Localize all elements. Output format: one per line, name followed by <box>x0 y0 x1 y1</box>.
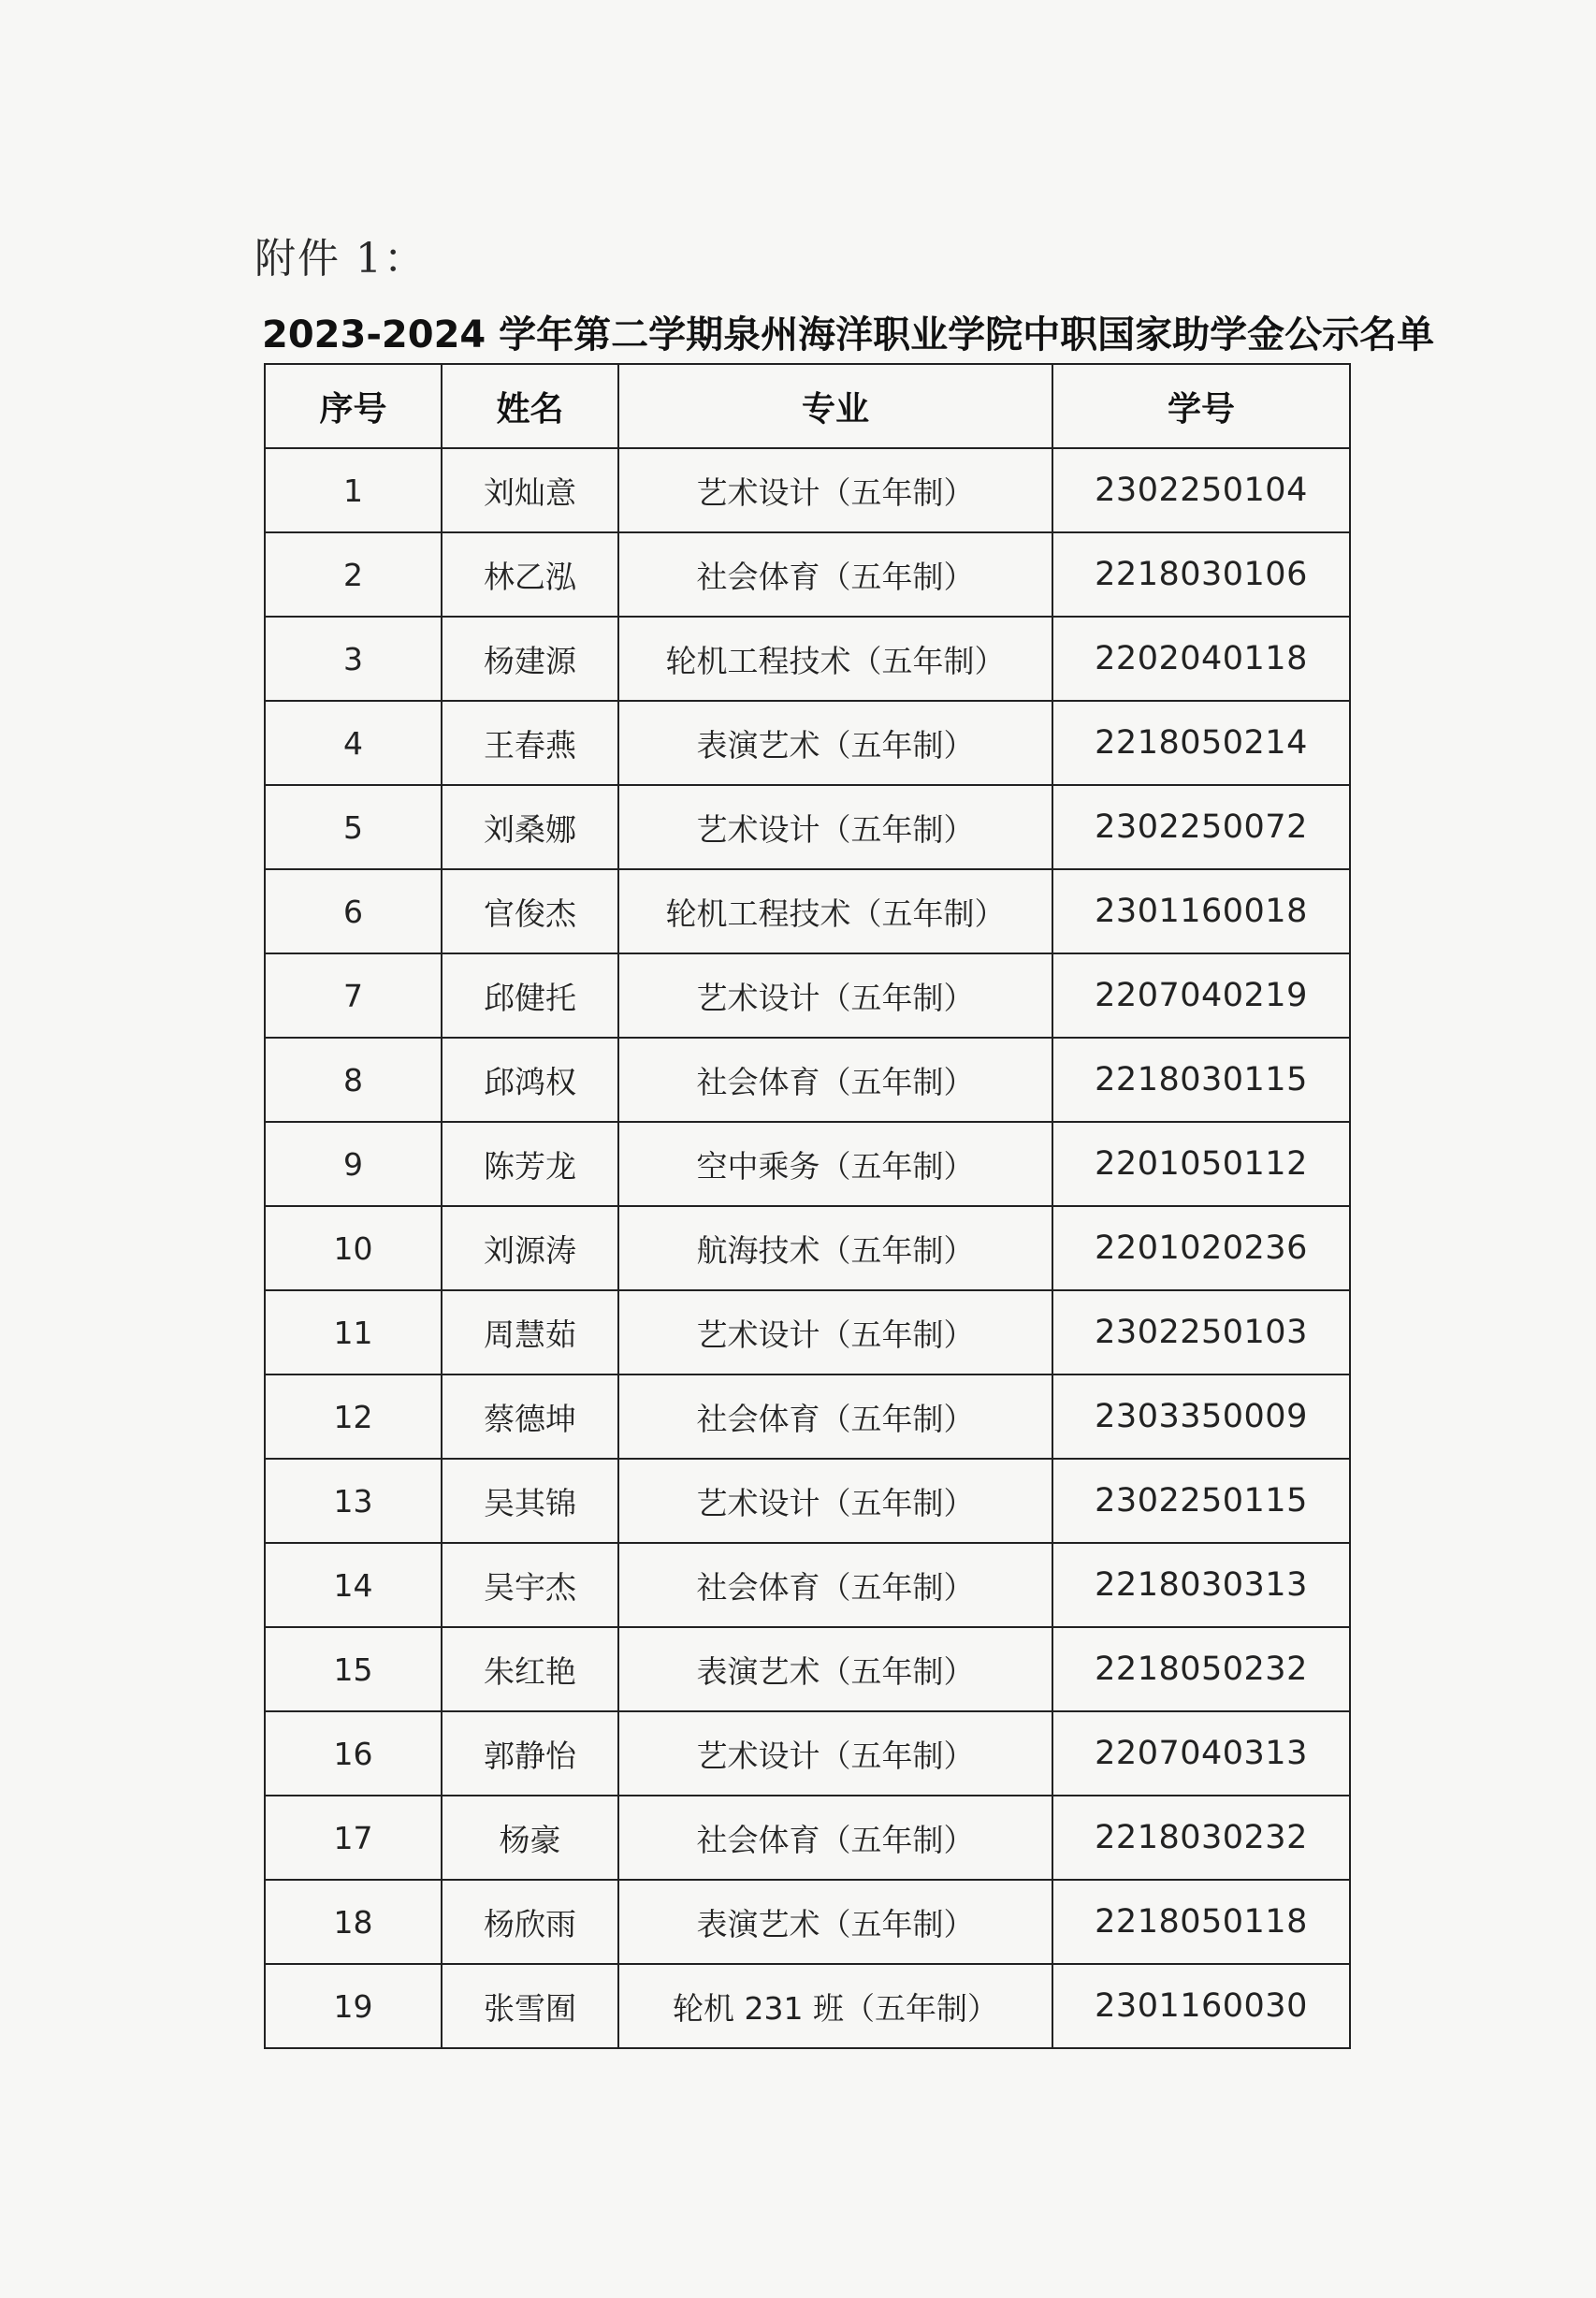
table-body <box>265 448 1350 2048</box>
cell-major: 轮机工程技术（五年制） <box>618 869 1052 953</box>
cell-major: 社会体育（五年制） <box>618 1543 1052 1627</box>
table-row <box>265 1038 1350 1122</box>
cell-major: 社会体育（五年制） <box>618 1374 1052 1459</box>
table-row <box>265 701 1350 785</box>
cell-major: 轮机工程技术（五年制） <box>618 617 1052 701</box>
cell-student-id: 2301160018 <box>1052 869 1350 953</box>
cell-seq: 16 <box>265 1711 442 1796</box>
cell-name: 杨建源 <box>442 617 618 701</box>
cell-name: 王春燕 <box>442 701 618 785</box>
cell-name: 刘灿意 <box>442 448 618 532</box>
table-row <box>265 1122 1350 1206</box>
table-row <box>265 785 1350 869</box>
cell-name: 蔡德坤 <box>442 1374 618 1459</box>
cell-major: 空中乘务（五年制） <box>618 1122 1052 1206</box>
table-row <box>265 1206 1350 1290</box>
cell-major: 艺术设计（五年制） <box>618 1711 1052 1796</box>
cell-student-id: 2218030106 <box>1052 532 1350 617</box>
cell-student-id: 2207040219 <box>1052 953 1350 1038</box>
cell-name: 杨欣雨 <box>442 1880 618 1964</box>
cell-name: 周慧茹 <box>442 1290 618 1374</box>
cell-name: 邱鸿权 <box>442 1038 618 1122</box>
cell-name: 刘桑娜 <box>442 785 618 869</box>
cell-seq: 18 <box>265 1880 442 1964</box>
cell-name: 邱健托 <box>442 953 618 1038</box>
cell-name: 林乙泓 <box>442 532 618 617</box>
cell-seq: 9 <box>265 1122 442 1206</box>
cell-student-id: 2218050214 <box>1052 701 1350 785</box>
cell-seq: 1 <box>265 448 442 532</box>
table-row <box>265 1290 1350 1374</box>
grant-recipient-table <box>264 363 1351 2049</box>
cell-seq: 3 <box>265 617 442 701</box>
cell-major: 艺术设计（五年制） <box>618 448 1052 532</box>
cell-seq: 10 <box>265 1206 442 1290</box>
table-row <box>265 1964 1350 2048</box>
cell-major: 表演艺术（五年制） <box>618 1880 1052 1964</box>
cell-major: 社会体育（五年制） <box>618 532 1052 617</box>
cell-seq: 2 <box>265 532 442 617</box>
table-row <box>265 617 1350 701</box>
attachment-label: 附件 1： <box>254 235 427 283</box>
cell-name: 吴其锦 <box>442 1459 618 1543</box>
cell-seq: 11 <box>265 1290 442 1374</box>
cell-student-id: 2302250072 <box>1052 785 1350 869</box>
cell-major: 表演艺术（五年制） <box>618 1627 1052 1711</box>
cell-name: 吴宇杰 <box>442 1543 618 1627</box>
cell-seq: 19 <box>265 1964 442 2048</box>
cell-student-id: 2302250103 <box>1052 1290 1350 1374</box>
cell-name: 杨豪 <box>442 1796 618 1880</box>
header-major: 专业 <box>618 364 1052 448</box>
cell-student-id: 2202040118 <box>1052 617 1350 701</box>
table-row <box>265 532 1350 617</box>
cell-student-id: 2218030115 <box>1052 1038 1350 1122</box>
cell-student-id: 2207040313 <box>1052 1711 1350 1796</box>
document-title: 2023-2024 学年第二学期泉州海洋职业学院中职国家助学金公示名单 <box>262 313 1435 356</box>
cell-major: 艺术设计（五年制） <box>618 785 1052 869</box>
header-seq: 序号 <box>265 364 442 448</box>
cell-student-id: 2302250115 <box>1052 1459 1350 1543</box>
cell-name: 朱红艳 <box>442 1627 618 1711</box>
cell-major: 航海技术（五年制） <box>618 1206 1052 1290</box>
cell-seq: 7 <box>265 953 442 1038</box>
cell-seq: 14 <box>265 1543 442 1627</box>
table-row <box>265 1627 1350 1711</box>
table-row <box>265 1543 1350 1627</box>
cell-student-id: 2218030313 <box>1052 1543 1350 1627</box>
table-row <box>265 869 1350 953</box>
cell-student-id: 2218050118 <box>1052 1880 1350 1964</box>
header-name: 姓名 <box>442 364 618 448</box>
cell-name: 张雪囿 <box>442 1964 618 2048</box>
cell-seq: 12 <box>265 1374 442 1459</box>
cell-seq: 13 <box>265 1459 442 1543</box>
cell-seq: 4 <box>265 701 442 785</box>
cell-student-id: 2201020236 <box>1052 1206 1350 1290</box>
table-row <box>265 1459 1350 1543</box>
cell-student-id: 2303350009 <box>1052 1374 1350 1459</box>
table-row <box>265 1796 1350 1880</box>
cell-seq: 15 <box>265 1627 442 1711</box>
cell-major: 艺术设计（五年制） <box>618 1459 1052 1543</box>
table-row <box>265 1711 1350 1796</box>
cell-student-id: 2302250104 <box>1052 448 1350 532</box>
cell-major: 轮机 231 班（五年制） <box>618 1964 1052 2048</box>
cell-major: 社会体育（五年制） <box>618 1038 1052 1122</box>
cell-name: 官俊杰 <box>442 869 618 953</box>
table-header-row <box>265 364 1350 448</box>
cell-name: 刘源涛 <box>442 1206 618 1290</box>
cell-seq: 17 <box>265 1796 442 1880</box>
table-row <box>265 1374 1350 1459</box>
cell-seq: 6 <box>265 869 442 953</box>
cell-student-id: 2301160030 <box>1052 1964 1350 2048</box>
header-student-id: 学号 <box>1052 364 1350 448</box>
cell-student-id: 2218050232 <box>1052 1627 1350 1711</box>
cell-seq: 8 <box>265 1038 442 1122</box>
table-row <box>265 1880 1350 1964</box>
cell-major: 社会体育（五年制） <box>618 1796 1052 1880</box>
cell-name: 郭静怡 <box>442 1711 618 1796</box>
cell-major: 艺术设计（五年制） <box>618 1290 1052 1374</box>
cell-seq: 5 <box>265 785 442 869</box>
cell-student-id: 2201050112 <box>1052 1122 1350 1206</box>
table-row <box>265 953 1350 1038</box>
table-row <box>265 448 1350 532</box>
cell-major: 表演艺术（五年制） <box>618 701 1052 785</box>
cell-name: 陈芳龙 <box>442 1122 618 1206</box>
cell-student-id: 2218030232 <box>1052 1796 1350 1880</box>
cell-major: 艺术设计（五年制） <box>618 953 1052 1038</box>
